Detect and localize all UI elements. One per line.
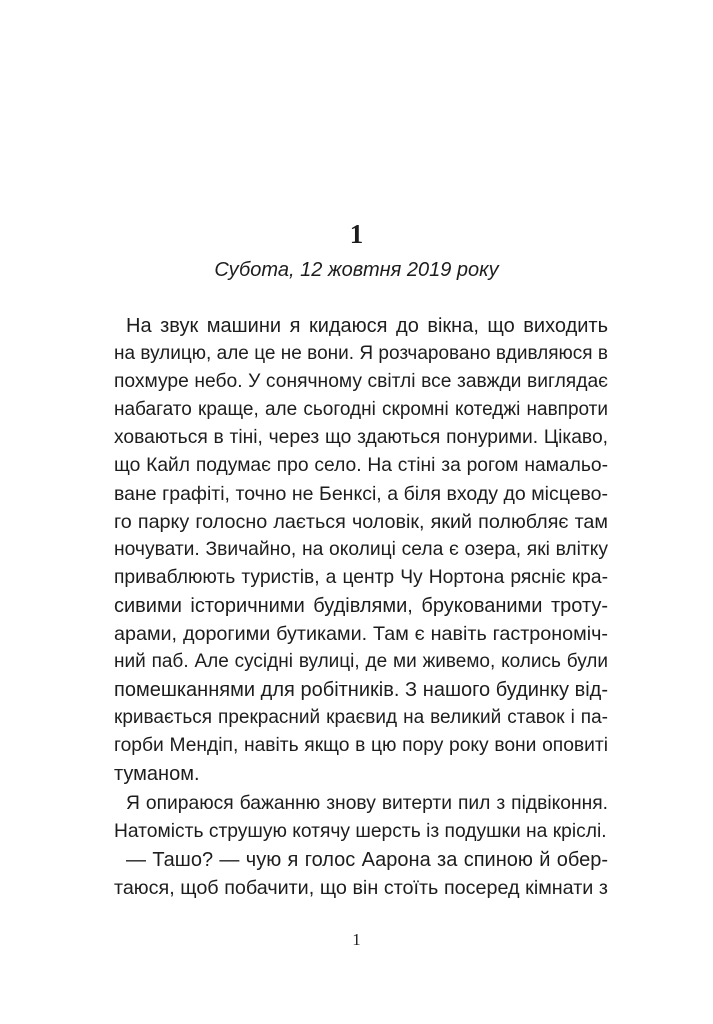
text-line: ване графіті, точно не Бенксі, а біля входу до місцево-: [114, 483, 608, 505]
text-line: що Кайл подумає про село. На стіні за рогом намальо-: [114, 455, 608, 476]
text-line: го парку голосно лається чоловік, який полюбляє там: [114, 511, 608, 533]
text-line: ховаються в тіні, через що здаються понурими. Цікаво,: [114, 427, 608, 448]
text-line: ночувати. Звичайно, на околиці села є озера, які влітку: [114, 539, 608, 560]
text-line: приваблюють туристів, а центр Чу Нортона рясніє кра-: [114, 567, 608, 588]
text-line: На звук машини я кидаюся до вікна, що виходить: [126, 315, 608, 337]
text-line: похмуре небо. У сонячному світлі все завжди виглядає: [114, 371, 608, 392]
text-line: таюся, щоб побачити, що він стоїть посеред кімнати з: [114, 877, 608, 899]
text-line: ний паб. Але сусідні вулиці, де ми живемо, колись були: [114, 651, 608, 672]
page-number: 1: [352, 930, 361, 949]
text-line: Я опираюся бажанню знову витерти пил з підвіконня.: [126, 793, 608, 814]
text-line: на вулицю, але це не вони. Я розчаровано вдивляюся в: [114, 343, 608, 364]
text-line: Натомість струшую котячу шерсть із подушки на кріслі.: [114, 821, 607, 842]
text-line: помешканнями для робітників. З нашого будинку від-: [114, 679, 608, 701]
text-line: — Ташо? — чую я голос Аарона за спиною й обер-: [126, 849, 608, 871]
text-line: арами, дорогими бутиками. Там є навіть гастрономіч-: [114, 623, 608, 645]
chapter-date: Субота, 12 жовтня 2019 року: [214, 259, 499, 281]
text-line: горби Мендіп, навіть якщо в цю пору року вони оповиті: [114, 735, 608, 756]
text-line: кривається прекрасний краєвид на великий ставок і па-: [114, 707, 608, 728]
paragraph-2: [114, 790, 608, 846]
text-line: сивими історичними будівлями, брукованими троту-: [114, 595, 608, 617]
text-line: туманом.: [114, 763, 200, 785]
text-line: набагато краще, але сьогодні скромні котеджі навпроти: [114, 399, 608, 420]
paragraph-3: [114, 846, 608, 902]
paragraph-1: [114, 312, 608, 788]
chapter-number: 1: [349, 219, 364, 249]
